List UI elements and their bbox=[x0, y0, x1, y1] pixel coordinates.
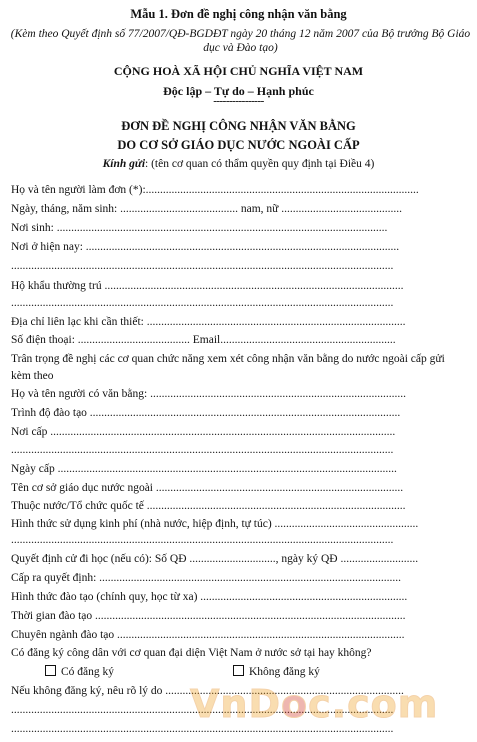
checkbox-registered[interactable] bbox=[45, 665, 56, 676]
field-reason-cont-1[interactable]: ..................................................................................................................................... bbox=[11, 704, 394, 716]
motto: Độc lập – Tự do – Hạnh phúc bbox=[163, 84, 314, 98]
option-not-registered-label: Không đăng ký bbox=[249, 666, 320, 678]
field-permanent-residence-cont[interactable]: ..................................................................................................................................... bbox=[11, 297, 394, 309]
checkbox-not-registered[interactable] bbox=[233, 665, 244, 676]
field-current-address[interactable]: Nơi ở hiện nay: ............................................................................................................. bbox=[11, 241, 400, 253]
field-contact-address[interactable]: Địa chỉ liên lạc khi cần thiết: .......................................................................................... bbox=[11, 316, 406, 328]
field-foreign-institution[interactable]: Tên cơ sở giáo dục nước ngoài ...................................................................................... bbox=[11, 482, 404, 494]
document-title-line2: DO CƠ SỞ GIÁO DỤC NƯỚC NGOÀI CẤP bbox=[117, 138, 360, 152]
field-current-address-cont[interactable]: ..................................................................................................................................... bbox=[11, 260, 394, 272]
field-place-of-birth[interactable]: Nơi sinh: ................................................................................................................... bbox=[11, 222, 388, 234]
form-title: Mẫu 1. Đơn đề nghị công nhận văn bằng bbox=[130, 7, 347, 21]
vndoc-watermark: VnDoc.com bbox=[190, 682, 439, 726]
field-major[interactable]: Chuyên ngành đào tạo .................................................................................................... bbox=[11, 629, 405, 641]
field-issuing-place[interactable]: Nơi cấp ........................................................................................................................ bbox=[11, 426, 396, 438]
option-registered-label: Có đăng ký bbox=[61, 666, 115, 678]
recipient-text: : (tên cơ quan có thẩm quyền quy định tại Điều 4) bbox=[145, 158, 375, 170]
document-title-line1: ĐƠN ĐỀ NGHỊ CÔNG NHẬN VĂN BẰNG bbox=[121, 119, 356, 133]
field-reason-not-registered[interactable]: Nếu không đăng ký, nêu rõ lý do ................................................................................... bbox=[11, 685, 404, 697]
field-applicant-name[interactable]: Họ và tên người làm đơn (*):............................................................................................... bbox=[11, 184, 419, 196]
field-funding-form[interactable]: Hình thức sử dụng kinh phí (nhà nước, hiệp định, tự túc) .................................................. bbox=[11, 518, 419, 530]
field-training-duration[interactable]: Thời gian đào tạo ............................................................................................................ bbox=[11, 610, 406, 622]
field-reason-cont-2[interactable]: ..................................................................................................................................... bbox=[11, 723, 394, 735]
field-funding-form-cont[interactable]: ..................................................................................................................................... bbox=[11, 534, 394, 546]
request-text-cont: kèm theo bbox=[11, 370, 54, 382]
field-issuing-place-cont[interactable]: ..................................................................................................................................... bbox=[11, 444, 394, 456]
recipient-line bbox=[0, 158, 477, 170]
field-permanent-residence[interactable]: Hộ khẩu thường trú ........................................................................................................ bbox=[11, 280, 404, 292]
field-country-organization[interactable]: Thuộc nước/Tổ chức quốc tế .......................................................................................... bbox=[11, 500, 406, 512]
field-education-level[interactable]: Trình độ đào tạo ............................................................................................................ bbox=[11, 407, 401, 419]
country-name: CỘNG HOÀ XÃ HỘI CHỦ NGHĨA VIỆT NAM bbox=[113, 64, 364, 78]
option-not-registered[interactable] bbox=[233, 665, 320, 678]
field-degree-holder[interactable]: Họ và tên người có văn bằng: ......................................................................................... bbox=[11, 388, 406, 400]
separator: ---------------- bbox=[213, 95, 264, 107]
field-training-form[interactable]: Hình thức đào tạo (chính quy, học từ xa) ........................................................................ bbox=[11, 591, 408, 603]
field-decision-issuer[interactable]: Cấp ra quyết định: ......................................................................................................... bbox=[11, 572, 402, 584]
recipient-label: Kính gửi bbox=[102, 158, 146, 170]
field-date-of-birth[interactable]: Ngày, tháng, năm sinh: ......................................... nam, nữ .......................................... bbox=[11, 203, 403, 215]
field-issue-date[interactable]: Ngày cấp ...................................................................................................................... bbox=[11, 463, 397, 475]
option-registered[interactable] bbox=[45, 665, 114, 678]
request-text: Trân trọng đề nghị các cơ quan chức năng xem xét công nhận văn bằng do nước ngoài cấp gửi bbox=[11, 353, 445, 365]
registration-question: Có đăng ký công dân với cơ quan đại diện Việt Nam ở nước sở tại hay không? bbox=[11, 647, 372, 659]
form-subtitle: (Kèm theo Quyết định số 77/2007/QĐ-BGDĐT ngày 20 tháng 12 năm 2007 của Bộ trưởng Bộ Giáo dục và Đào tạo) bbox=[10, 28, 471, 54]
field-phone-email[interactable]: Số điện thoại: ....................................... Email............................................................. bbox=[11, 334, 396, 346]
field-study-decision[interactable]: Quyết định cử đi học (nếu có): Số QĐ .............................., ngày ký QĐ ........................... bbox=[11, 553, 419, 565]
